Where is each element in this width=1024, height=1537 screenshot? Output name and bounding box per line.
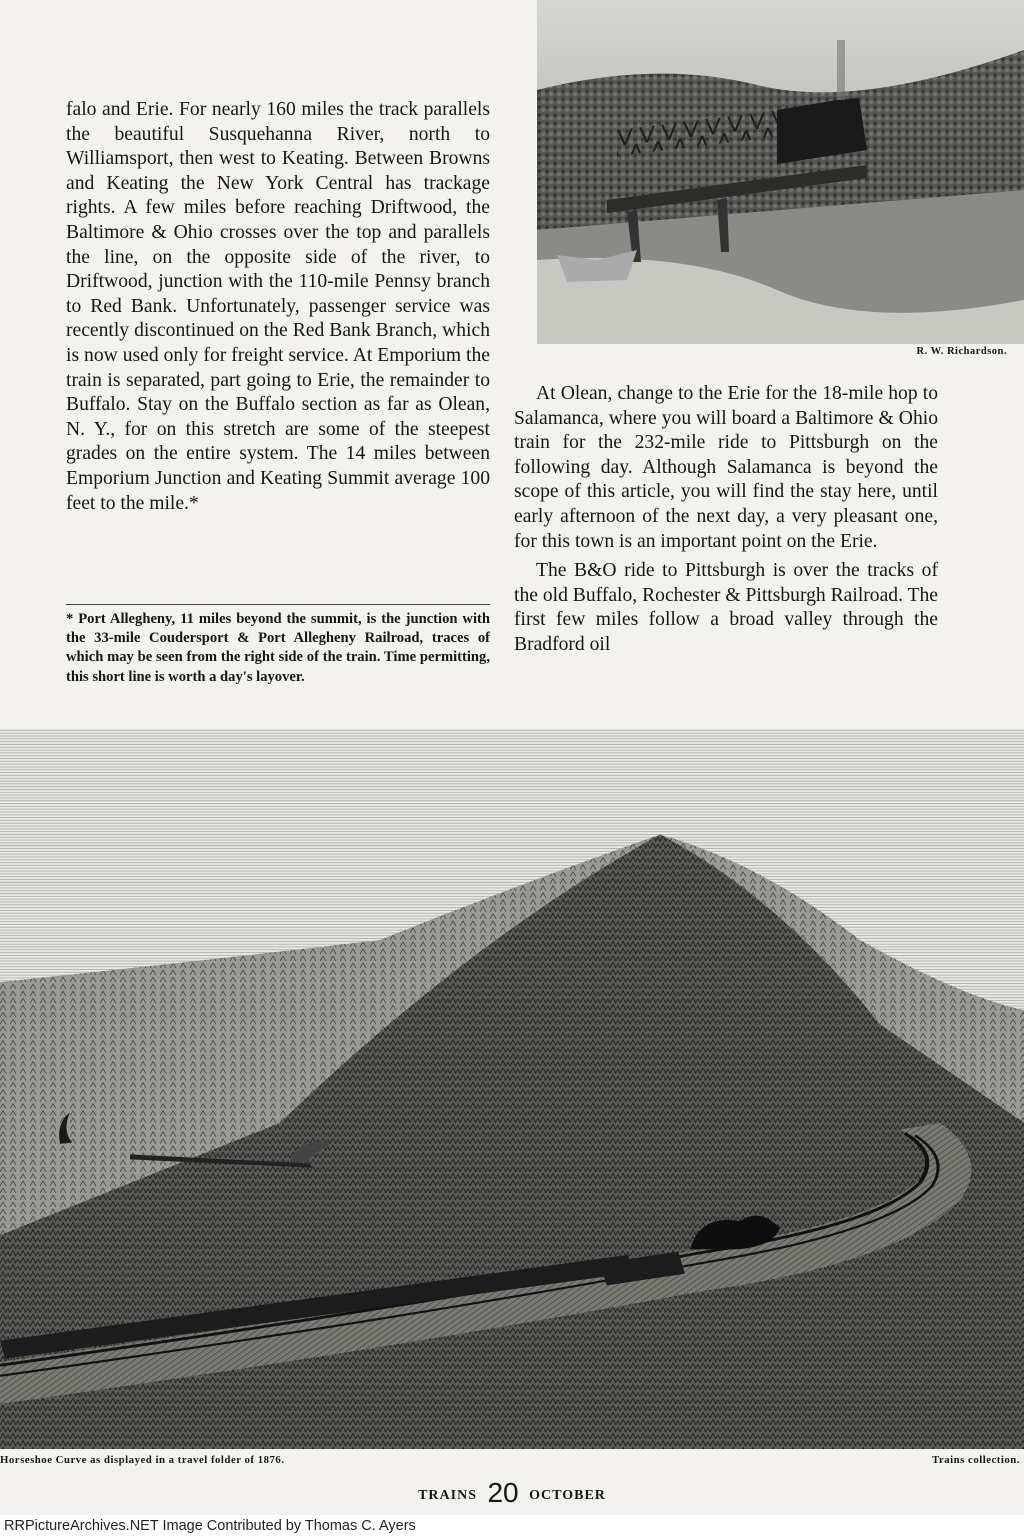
- article-paragraph: The B&O ride to Pittsburgh is over the tracks of the old Buffalo, Rochester & Pittsburgh Railroad. The first few miles follow a broad valley through the Bradford oil: [514, 560, 938, 655]
- photo-caption: Horseshoe Curve as displayed in a travel folder of 1876.: [0, 1454, 285, 1466]
- photo-credit: Trains collection.: [932, 1454, 1020, 1466]
- photo-credit: R. W. Richardson.: [916, 346, 1007, 357]
- issue-month: OCTOBER: [529, 1488, 606, 1503]
- article-left-column: [66, 98, 490, 516]
- watermark-bar: RRPictureArchives.NET Image Contributed by Thomas C. Ayers: [0, 1515, 1024, 1537]
- article-right-column: [514, 382, 938, 658]
- footnote: * Port Allegheny, 11 miles beyond the summit, is the junction with the 33-mile Coudersport & Port Allegheny Railroad, traces of which may be seen from the right side of the train. Time permitting, this short line is worth a day's layover.: [66, 604, 490, 687]
- horseshoe-curve-engraving: [0, 729, 1024, 1449]
- magazine-name: TRAINS: [418, 1488, 477, 1503]
- page-number: 20: [487, 1477, 519, 1508]
- article-paragraph: At Olean, change to the Erie for the 18-mile hop to Salamanca, where you will board a Baltimore & Ohio train for the 232-mile ride to Pittsburgh on the following day. Although Salamanca is beyond the scope of this article, you will find the stay here, until early afternoon of the next day, a very pleasant one, for this town is an important point on the Erie.: [514, 383, 938, 552]
- bridge-train-photo: [537, 0, 1024, 344]
- article-paragraph: falo and Erie. For nearly 160 miles the track parallels the beautiful Susquehanna River, north to Williamsport, then west to Keating. Between Browns and Keating the New York Central has trackage rights. A few miles before reaching Driftwood, the Baltimore & Ohio crosses over the top and parallels the line, on the opposite side of the river, to Driftwood, junction with the 110-mile Pennsy branch to Red Bank. Unfortunately, passenger service was recently discontinued on the Red Bank Branch, which is now used only for freight service. At Emporium the train is separated, part going to Erie, the remainder to Buffalo. Stay on the Buffalo section as far as Olean, N. Y., for on this stretch are some of the steepest grades on the entire system. The 14 miles between Emporium Junction and Keating Summit average 100 feet to the mile.*: [66, 99, 490, 514]
- page-footer: [0, 1474, 1024, 1506]
